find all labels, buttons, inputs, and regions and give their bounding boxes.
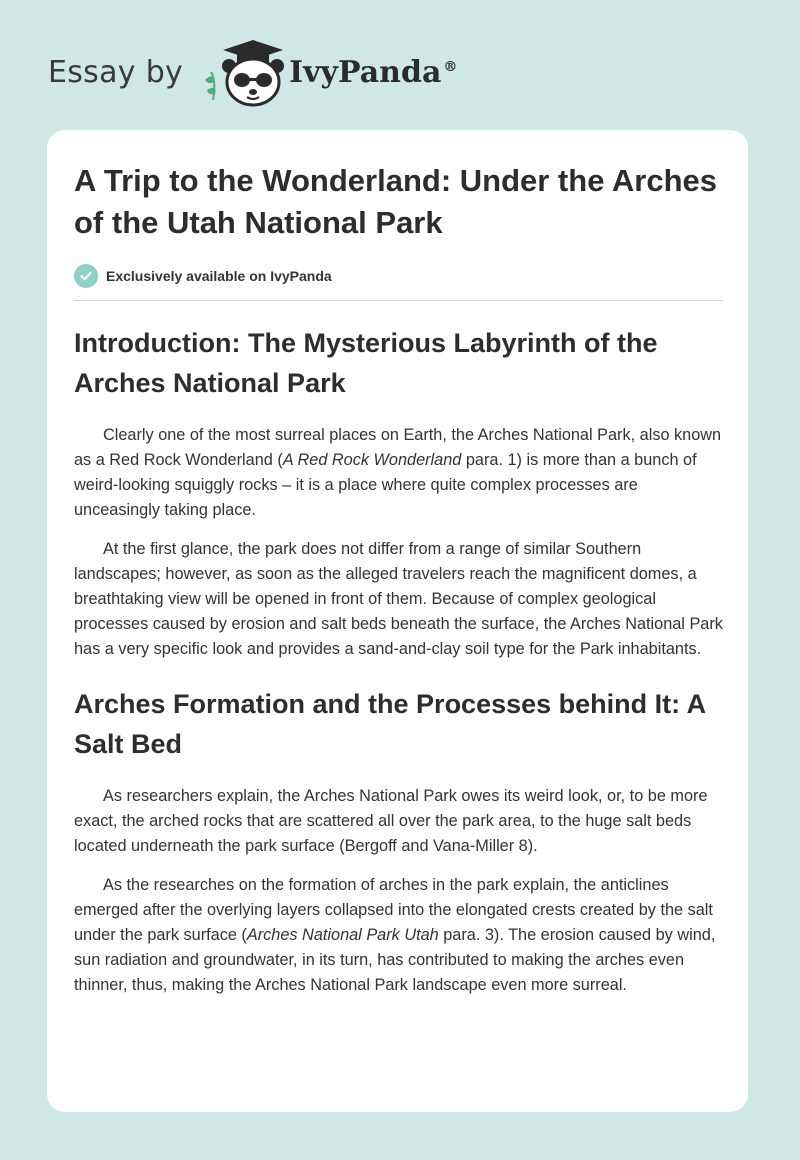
site-header [48,36,457,108]
brand-name[interactable] [289,55,457,90]
panda-graduate-logo-icon[interactable] [197,36,287,108]
paragraph [74,423,723,523]
page-title: A Trip to the Wonderland: Under the Arches of the Utah National Park [74,163,718,240]
exclusive-badge [74,264,723,288]
paragraph: As researchers explain, the Arches National Park owes its weird look, or, to be more exact, the arched rocks that are scattered all over the park area, to the huge salt beds located underneath the park surface (Bergoff and Vana-Miller 8). [74,787,708,855]
section-heading-introduction: Introduction: The Mysterious Labyrinth of the Arches National Park [74,328,658,398]
citation-italic: Arches National Park Utah [246,926,439,944]
registered-mark: ® [443,58,458,75]
divider [74,300,723,301]
paragraph-text: As the researches on the formation of arches in the park explain, the anticlines emerged after the overlying layers collapsed into the elongated crests created by the salt under the park surface ( [74,876,713,944]
brand-text: IvyPanda [289,54,442,90]
essay-card [47,130,748,1112]
paragraph [74,873,723,998]
check-circle-icon [74,264,98,288]
exclusive-label: Exclusively available on IvyPanda [106,268,332,284]
paragraph-text: para. 1) is more than a bunch of weird-looking squiggly rocks – it is a place where quite complex processes are unceasingly taking place. [74,451,697,519]
paragraph-text: Clearly one of the most surreal places on Earth, the Arches National Park, also known as a Red Rock Wonderland ( [74,426,722,469]
section-heading-arches-formation: Arches Formation and the Processes behind It: A Salt Bed [74,689,706,759]
citation-italic: A Red Rock Wonderland [282,451,462,469]
paragraph-text: para. 3). The erosion caused by wind, sun radiation and groundwater, in its turn, has contributed to making the arches even thinner, thus, making the Arches National Park landscape even more surreal. [74,926,716,994]
essay-content [74,160,723,998]
paragraph: At the first glance, the park does not differ from a range of similar Southern landscapes; however, as soon as the alleged travelers reach the magnificent domes, a breathtaking view will be opened in front of them. Because of complex geological processes caused by erosion and salt beds beneath the surface, the Arches National Park has a very specific look and provides a sand-and-clay soil type for the Park inhabitants. [74,540,723,658]
essay-by-label: Essay by [48,54,184,90]
